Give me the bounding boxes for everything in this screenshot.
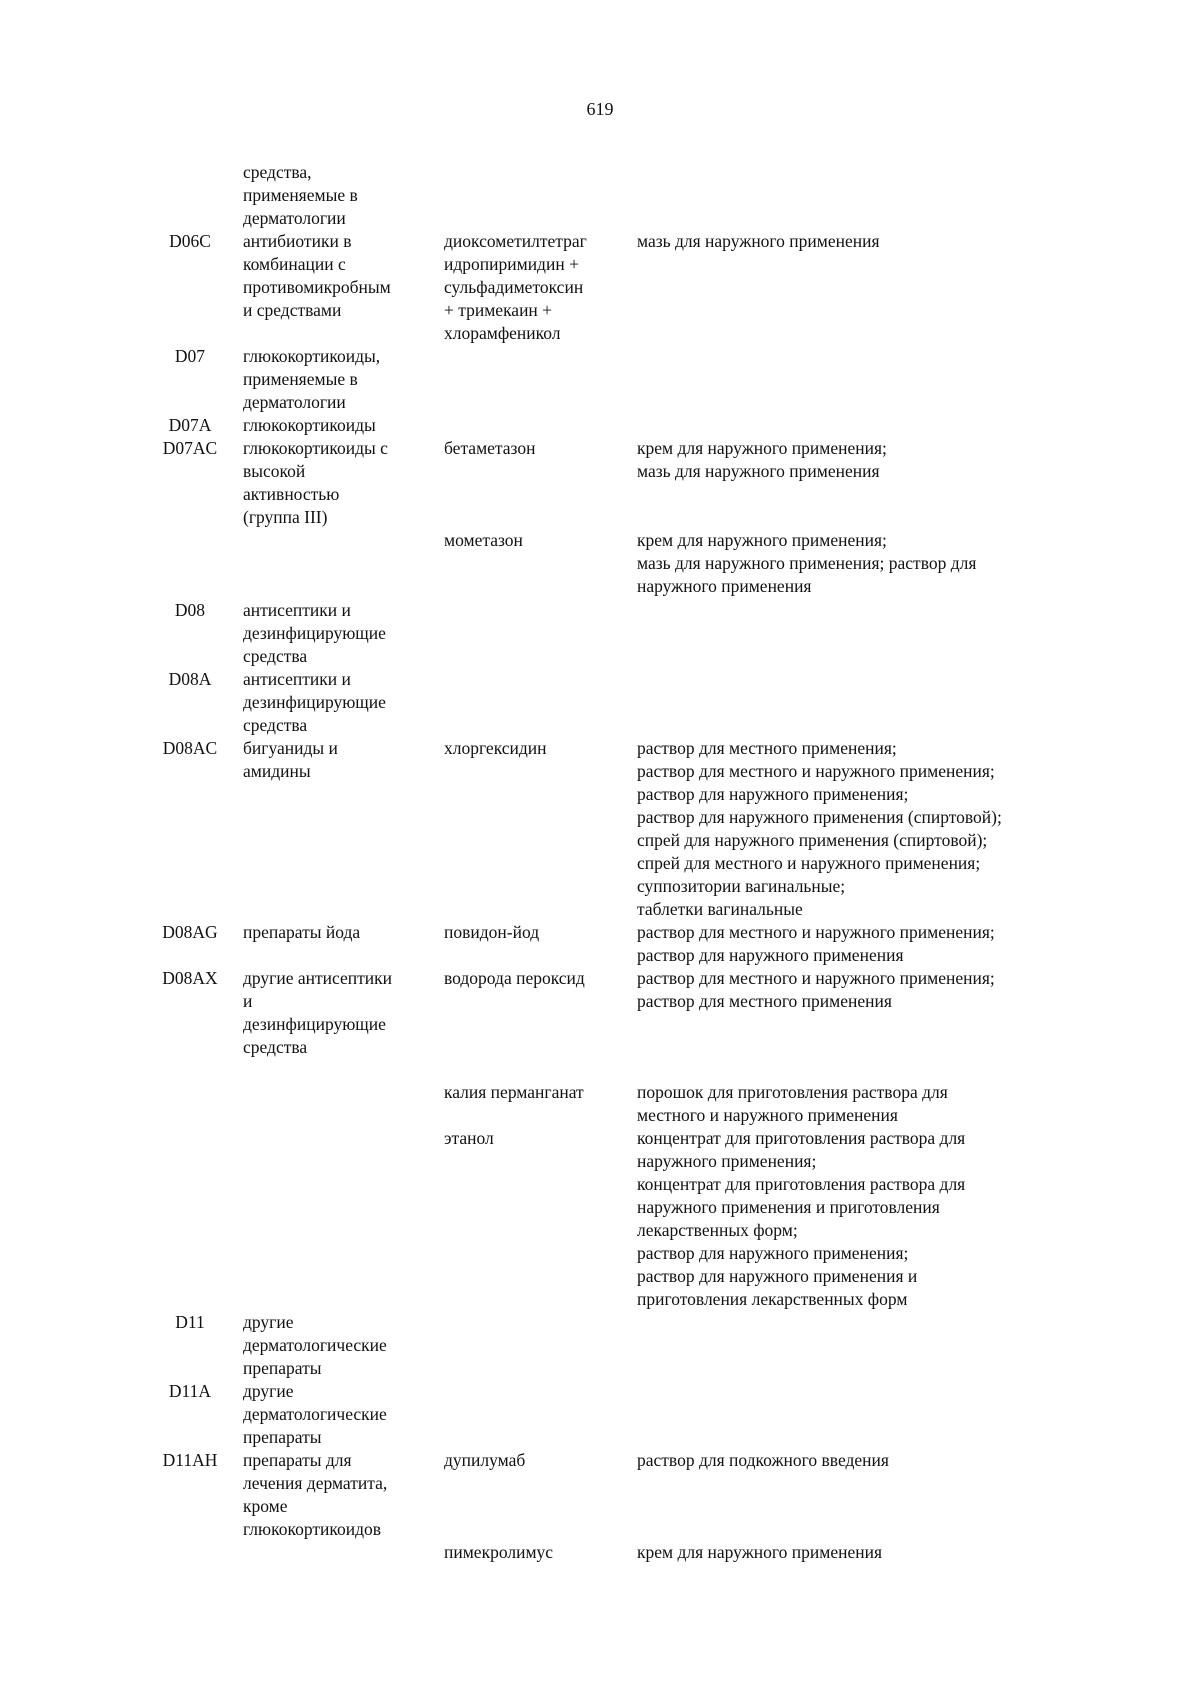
- group-line: дерматологические: [243, 1404, 387, 1424]
- atc-group: [243, 161, 423, 230]
- atc-code: D08AX: [162, 968, 218, 988]
- drug-line: дупилумаб: [444, 1450, 526, 1470]
- form-line: приготовления лекарственных форм: [637, 1289, 908, 1309]
- form-line: спрей для местного и наружного применения;: [637, 853, 981, 873]
- group-line: средства,: [243, 162, 312, 182]
- form-line: крем для наружного применения;: [637, 530, 887, 550]
- atc-group: [243, 437, 423, 529]
- group-line: средства: [243, 715, 308, 735]
- atc-code: D08AC: [162, 738, 218, 758]
- form-line: крем для наружного применения;: [637, 438, 887, 458]
- group-line: препараты: [243, 1427, 322, 1447]
- group-line: (группа III): [243, 507, 328, 527]
- atc-code: D08AG: [162, 922, 218, 942]
- group-line: применяемые в: [243, 185, 358, 205]
- drug-name: [444, 1541, 634, 1564]
- atc-group: [243, 967, 423, 1059]
- group-line: глюкокортикоидов: [243, 1519, 382, 1539]
- group-line: лечения дерматита,: [243, 1473, 388, 1493]
- form-line: раствор для наружного применения;: [637, 1243, 909, 1263]
- atc-group: [243, 1380, 423, 1449]
- atc-code: D11A: [168, 1381, 212, 1401]
- atc-code: D07: [174, 346, 206, 366]
- form-line: спрей для наружного применения (спиртовой);: [637, 830, 988, 850]
- form-line: концентрат для приготовления раствора для: [637, 1128, 966, 1148]
- group-line: антисептики и: [243, 669, 351, 689]
- atc-code: D08A: [168, 669, 212, 689]
- group-line: бигуаниды и: [243, 738, 338, 758]
- group-line: дезинфицирующие: [243, 692, 386, 712]
- form-line: раствор для наружного применения и: [637, 1266, 918, 1286]
- atc-code: D06C: [169, 231, 211, 251]
- group-line: дерматологические: [243, 1335, 387, 1355]
- page-number: 619: [586, 99, 614, 119]
- group-line: амидины: [243, 761, 311, 781]
- form-line: мазь для наружного применения: [637, 231, 880, 251]
- group-line: препараты: [243, 1358, 322, 1378]
- drug-line: сульфадиметоксин: [444, 277, 584, 297]
- dosage-forms: [637, 529, 1097, 598]
- drug-line: калия перманганат: [444, 1082, 584, 1102]
- group-line: препараты для: [243, 1450, 352, 1470]
- group-line: дерматологии: [243, 208, 346, 228]
- form-line: наружного применения: [637, 576, 812, 596]
- form-line: раствор для подкожного введения: [637, 1450, 889, 1470]
- atc-group: [243, 1311, 423, 1380]
- form-line: мазь для наружного применения: [637, 461, 880, 481]
- group-line: дерматологии: [243, 392, 346, 412]
- drug-name: [444, 437, 634, 460]
- group-line: применяемые в: [243, 369, 358, 389]
- group-line: антибиотики в: [243, 231, 352, 251]
- group-line: кроме: [243, 1496, 288, 1516]
- form-line: раствор для наружного применения;: [637, 784, 909, 804]
- form-line: раствор для местного применения: [637, 991, 892, 1011]
- form-line: суппозитории вагинальные;: [637, 876, 846, 896]
- form-line: раствор для местного и наружного применения;: [637, 922, 995, 942]
- group-line: комбинации с: [243, 254, 346, 274]
- drug-name: [444, 921, 634, 944]
- dosage-forms: [637, 1449, 1097, 1472]
- form-line: мазь для наружного применения; раствор для: [637, 553, 977, 573]
- group-line: средства: [243, 1037, 308, 1057]
- atc-group: [243, 230, 423, 322]
- drug-line: водорода пероксид: [444, 968, 585, 988]
- drug-name: [444, 1081, 634, 1104]
- dosage-forms: [637, 921, 1097, 967]
- form-line: местного и наружного применения: [637, 1105, 898, 1125]
- atc-group: [243, 737, 423, 783]
- group-line: и: [243, 991, 253, 1011]
- drug-line: этанол: [444, 1128, 494, 1148]
- dosage-forms: [637, 967, 1097, 1013]
- drug-line: хлорамфеникол: [444, 323, 561, 343]
- drug-line: + тримекаин +: [444, 300, 553, 320]
- drug-line: пимекролимус: [444, 1542, 554, 1562]
- group-line: противомикробным: [243, 277, 391, 297]
- group-line: глюкокортикоиды,: [243, 346, 381, 366]
- form-line: раствор для местного и наружного применения;: [637, 968, 995, 988]
- group-line: глюкокортикоиды: [243, 415, 376, 435]
- form-line: концентрат для приготовления раствора для: [637, 1174, 966, 1194]
- group-line: антисептики и: [243, 600, 351, 620]
- atc-group: [243, 668, 423, 737]
- atc-group: [243, 414, 423, 437]
- atc-code: D11AH: [162, 1450, 218, 1470]
- drug-line: хлоргексидин: [444, 738, 547, 758]
- drug-line: мометазон: [444, 530, 523, 550]
- atc-code: D07AC: [162, 438, 218, 458]
- form-line: раствор для наружного применения: [637, 945, 904, 965]
- drug-name: [444, 967, 634, 990]
- group-line: и средствами: [243, 300, 342, 320]
- form-line: наружного применения и приготовления: [637, 1197, 940, 1217]
- group-line: другие антисептики: [243, 968, 392, 988]
- form-line: раствор для наружного применения (спиртовой);: [637, 807, 1002, 827]
- form-line: раствор для местного и наружного применения;: [637, 761, 995, 781]
- form-line: порошок для приготовления раствора для: [637, 1082, 948, 1102]
- group-line: препараты йода: [243, 922, 361, 942]
- group-line: глюкокортикоиды с: [243, 438, 388, 458]
- drug-name: [444, 737, 634, 760]
- dosage-forms: [637, 230, 1097, 253]
- form-line: таблетки вагинальные: [637, 899, 803, 919]
- drug-name: [444, 529, 634, 552]
- group-line: активностью: [243, 484, 340, 504]
- drug-line: бетаметазон: [444, 438, 536, 458]
- atc-group: [243, 345, 423, 414]
- dosage-forms: [637, 1127, 1097, 1311]
- dosage-forms: [637, 737, 1097, 921]
- drug-line: идропиримидин +: [444, 254, 579, 274]
- dosage-forms: [637, 1081, 1097, 1127]
- drug-line: повидон-йод: [444, 922, 540, 942]
- group-line: дезинфицирующие: [243, 1014, 386, 1034]
- form-line: лекарственных форм;: [637, 1220, 798, 1240]
- dosage-forms: [637, 1541, 1097, 1564]
- form-line: наружного применения;: [637, 1151, 817, 1171]
- group-line: другие: [243, 1381, 294, 1401]
- atc-group: [243, 1449, 423, 1541]
- atc-code: D08: [174, 600, 206, 620]
- group-line: другие: [243, 1312, 294, 1332]
- drug-name: [444, 1449, 634, 1472]
- drug-name: [444, 230, 634, 345]
- dosage-forms: [637, 437, 1097, 483]
- atc-code: D11: [175, 1312, 205, 1332]
- drug-name: [444, 1127, 634, 1150]
- atc-group: [243, 921, 423, 944]
- drug-line: диоксометилтетраг: [444, 231, 587, 251]
- atc-code: D07A: [168, 415, 212, 435]
- group-line: дезинфицирующие: [243, 623, 386, 643]
- atc-group: [243, 599, 423, 668]
- group-line: высокой: [243, 461, 306, 481]
- form-line: раствор для местного применения;: [637, 738, 897, 758]
- group-line: средства: [243, 646, 308, 666]
- form-line: крем для наружного применения: [637, 1542, 883, 1562]
